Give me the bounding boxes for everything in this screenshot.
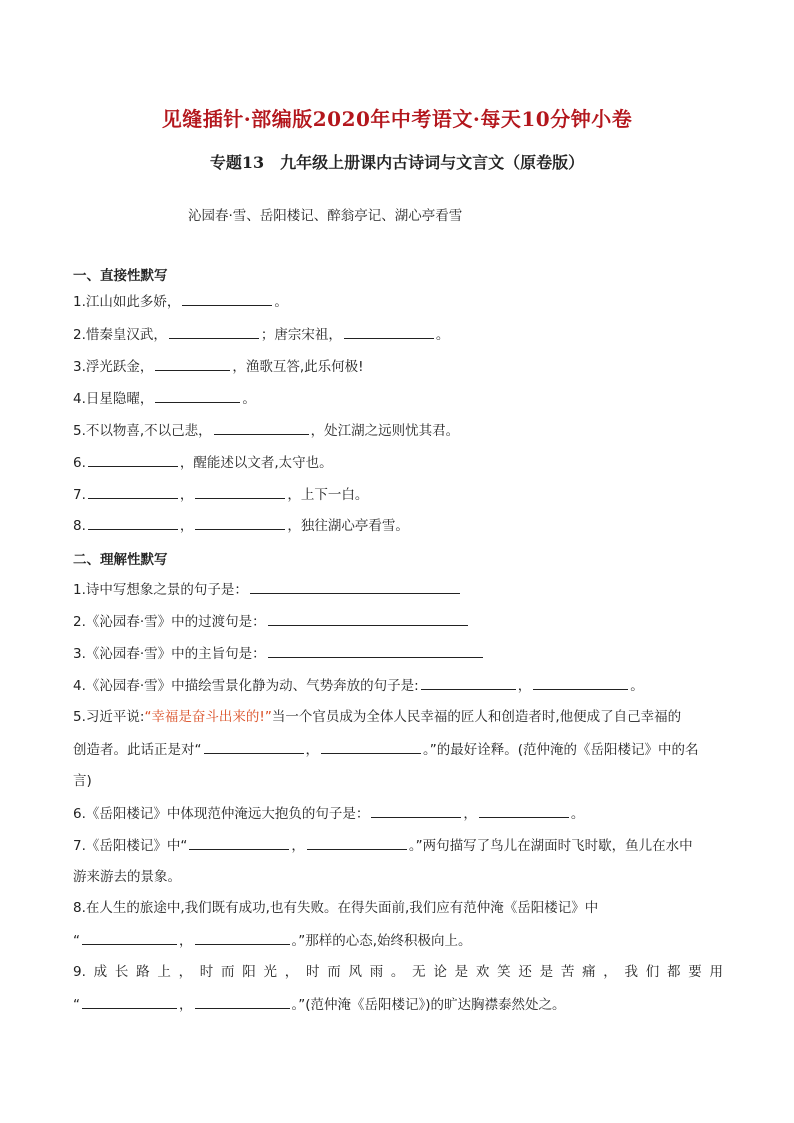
scope-line: 沁园春·雪、岳阳楼记、醉翁亭记、湖心亭看雪 xyxy=(188,208,463,224)
question-text: 4.日星隐曜， xyxy=(73,391,154,407)
answer-blank[interactable] xyxy=(82,995,177,1009)
answer-blank[interactable] xyxy=(88,516,178,530)
question-1-2 xyxy=(73,325,449,344)
answer-blank[interactable] xyxy=(195,485,285,499)
question-text: ， xyxy=(305,742,319,758)
question-text: ， xyxy=(179,933,193,949)
question-text: 创造者。此话正是对“ xyxy=(73,742,202,758)
question-text: 6.《岳阳楼记》中体现范仲淹远大抱负的句子是： xyxy=(73,806,370,822)
sub-title: 专题13 九年级上册课内古诗词与文言文（原卷版） xyxy=(209,153,585,172)
question-text: ，醒能述以文者,太守也。 xyxy=(179,455,333,471)
question-text: 6. xyxy=(73,455,86,471)
question-text: ， xyxy=(179,518,194,534)
question-1-5 xyxy=(73,421,459,440)
answer-blank[interactable] xyxy=(155,357,230,371)
question-text: 。 xyxy=(630,678,644,694)
question-text: 3.《沁园春·雪》中的主旨句是： xyxy=(73,646,266,662)
question-1-6 xyxy=(73,453,333,472)
question-2-5-line3: 言) xyxy=(73,773,92,789)
question-text: ，上下一白。 xyxy=(287,487,369,503)
answer-blank[interactable] xyxy=(250,580,460,594)
question-text: 3.浮光跃金， xyxy=(73,359,154,375)
answer-blank[interactable] xyxy=(344,325,434,339)
question-1-1 xyxy=(73,292,288,311)
question-2-7-line1 xyxy=(73,836,693,855)
question-text: 。 xyxy=(242,391,256,407)
question-text: 。 xyxy=(570,806,585,822)
answer-blank[interactable] xyxy=(88,453,178,467)
answer-blank[interactable] xyxy=(307,836,407,850)
question-text: “ xyxy=(73,933,80,949)
question-text: ， xyxy=(179,997,193,1013)
answer-blank[interactable] xyxy=(204,740,304,754)
question-2-7-line2: 游来游去的景象。 xyxy=(73,869,181,885)
answer-blank[interactable] xyxy=(88,485,178,499)
answer-blank[interactable] xyxy=(155,389,240,403)
answer-blank[interactable] xyxy=(371,804,461,818)
question-1-8 xyxy=(73,516,409,535)
question-text: 7.《岳阳楼记》中“ xyxy=(73,838,188,854)
question-2-2 xyxy=(73,612,470,631)
question-text: 当一个官员成为全体人民幸福的匠人和创造者时,他便成了自己幸福的 xyxy=(271,709,682,725)
answer-blank[interactable] xyxy=(182,292,272,306)
answer-blank[interactable] xyxy=(421,676,516,690)
question-text: ，处江湖之远则忧其君。 xyxy=(310,423,460,439)
question-text: ， xyxy=(291,838,305,854)
answer-blank[interactable] xyxy=(195,516,285,530)
question-2-6 xyxy=(73,804,584,823)
question-text: 2.《沁园春·雪》中的过渡句是： xyxy=(73,614,266,630)
question-text: 1.诗中写想象之景的句子是： xyxy=(73,582,248,598)
answer-blank[interactable] xyxy=(268,612,468,626)
question-2-5-line1 xyxy=(73,708,681,726)
question-2-9-line2 xyxy=(73,995,566,1014)
main-title: 见缝插针·部编版2020年中考语文·每天10分钟小卷 xyxy=(161,107,633,131)
answer-blank[interactable] xyxy=(214,421,309,435)
answer-blank[interactable] xyxy=(189,836,289,850)
answer-blank[interactable] xyxy=(321,740,421,754)
answer-blank[interactable] xyxy=(533,676,628,690)
section-heading-direct: 一、直接性默写 xyxy=(73,268,168,284)
question-text: 。”两句描写了鸟儿在湖面时飞时歇，鱼儿在水中 xyxy=(408,838,693,854)
question-text: 。 xyxy=(435,327,450,343)
question-text: ， xyxy=(517,678,532,694)
question-2-5-line2 xyxy=(73,740,699,759)
question-text: ， xyxy=(463,806,477,822)
question-1-4 xyxy=(73,389,256,408)
question-text: 5.不以物喜,不以己悲， xyxy=(73,423,212,439)
section-heading-understanding: 二、理解性默写 xyxy=(73,552,168,568)
answer-blank[interactable] xyxy=(195,995,290,1009)
question-2-8-line1: 8.在人生的旅途中,我们既有成功,也有失败。在得失面前,我们应有范仲淹《岳阳楼记》中 xyxy=(73,900,599,916)
question-2-4 xyxy=(73,676,644,695)
question-1-3 xyxy=(73,357,364,376)
question-text: 。 xyxy=(274,294,288,310)
question-text: ，渔歌互答,此乐何极! xyxy=(232,359,364,375)
question-text: 9.成长路上，时而阳光，时而风雨。无论是欢笑还是苦痛，我们都要用 xyxy=(73,964,723,980)
answer-blank[interactable] xyxy=(169,325,259,339)
question-text: 。”的最好诠释。(范仲淹的《岳阳楼记》中的名 xyxy=(423,742,699,758)
question-text: 7. xyxy=(73,487,86,503)
question-2-9-line1 xyxy=(73,963,723,981)
question-1-7 xyxy=(73,485,368,504)
question-2-3 xyxy=(73,644,485,663)
answer-blank[interactable] xyxy=(268,644,483,658)
question-text: 。”(范仲淹《岳阳楼记》)的旷达胸襟泰然处之。 xyxy=(291,997,566,1013)
question-text: ， xyxy=(179,487,194,503)
question-text: “ xyxy=(73,997,80,1013)
answer-blank[interactable] xyxy=(195,931,290,945)
question-text: 5.习近平说: xyxy=(73,709,145,725)
question-2-8-line2 xyxy=(73,931,472,950)
question-text: 2.惜秦皇汉武， xyxy=(73,327,167,343)
answer-blank[interactable] xyxy=(479,804,569,818)
question-text: 8. xyxy=(73,518,86,534)
question-text: 4.《沁园春·雪》中描绘雪景化静为动、气势奔放的句子是: xyxy=(73,678,419,694)
quote-text: “幸福是奋斗出来的!” xyxy=(144,709,272,725)
question-2-1 xyxy=(73,580,462,599)
question-text: ，独往湖心亭看雪。 xyxy=(287,518,409,534)
question-text: 1.江山如此多娇， xyxy=(73,294,181,310)
question-text: 。”那样的心态,始终积极向上。 xyxy=(291,933,472,949)
question-text: ；唐宗宋祖， xyxy=(260,327,342,343)
answer-blank[interactable] xyxy=(82,931,177,945)
